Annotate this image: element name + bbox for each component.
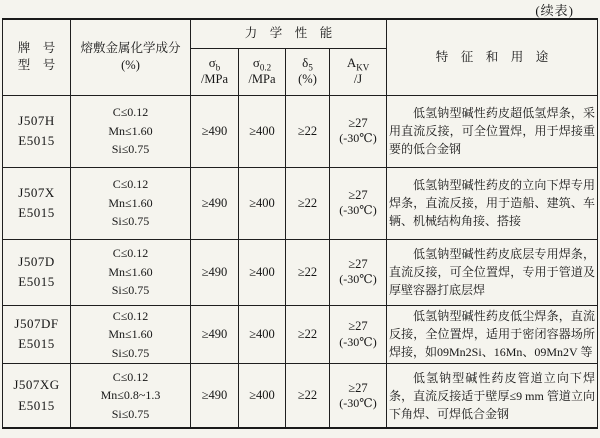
sigma-b-subscript: b	[215, 62, 221, 73]
cell-sigma-b: ≥490	[191, 95, 239, 167]
features-text: 低氢钠型碱性药皮管道立向下焊条，直流反接适于壁厚≤9 mm 管道立向下角焊、可焊低合金钢	[389, 370, 595, 421]
col-header-delta5	[286, 48, 330, 95]
chem-line: Si≤0.75	[111, 283, 150, 298]
cell-chemical-composition	[71, 95, 191, 167]
cell-sigma-b: ≥490	[191, 239, 239, 305]
col-header-sigma-b	[191, 48, 239, 95]
cell-chemical-composition	[71, 167, 191, 239]
brand-code: J507XG	[13, 377, 60, 393]
akv-value: ≥27	[348, 319, 368, 334]
cell-sigma-02: ≥400	[239, 305, 286, 364]
cell-delta5: ≥22	[286, 95, 330, 167]
cell-sigma-b: ≥490	[191, 305, 239, 364]
chem-line: Si≤0.75	[111, 406, 150, 421]
akv-value: ≥27	[348, 188, 368, 203]
akv-temperature: (-30℃)	[339, 203, 377, 218]
cell-sigma-b: ≥490	[191, 167, 239, 239]
features-text: 低氢钠型碱性药皮超低氢焊条，采用直流反接，可全位置焊，用于焊接重要的低合金钢	[389, 106, 595, 156]
chem-line: Si≤0.75	[111, 214, 150, 229]
col-header-chem-line1: 熔敷金属化学成分	[80, 41, 181, 56]
electrode-spec-table	[2, 18, 598, 429]
col-header-brand	[3, 19, 71, 95]
chem-line: C≤0.12	[112, 177, 149, 192]
col-header-features: 特 征 和 用 途	[387, 19, 598, 95]
features-text: 低氢钠型碱性药皮底层专用焊条，直流反接，可全位置焊，专用于管道及厚壁容器打底层焊	[389, 247, 595, 297]
cell-brand-model	[3, 95, 71, 167]
col-header-chem	[71, 19, 191, 95]
chem-line: Si≤0.75	[111, 345, 150, 360]
col-header-chem-line2: (%)	[121, 58, 140, 73]
chem-line: C≤0.12	[112, 369, 149, 384]
chem-line: Mn≤1.60	[108, 195, 153, 210]
akv-unit: /J	[353, 72, 363, 87]
cell-delta5: ≥22	[286, 364, 330, 428]
delta5-symbol: δ	[302, 54, 309, 70]
chem-line: Si≤0.75	[111, 142, 150, 157]
cell-features-uses	[387, 305, 598, 364]
cell-features-uses	[387, 364, 598, 428]
sigma-b-symbol: σ	[208, 54, 216, 70]
table-row	[3, 305, 598, 364]
chem-line: C≤0.12	[112, 246, 149, 261]
cell-chemical-composition	[71, 305, 191, 364]
cell-akv	[330, 364, 387, 428]
model-code: E5015	[18, 397, 55, 413]
brand-code: J507DF	[14, 316, 59, 332]
cell-chemical-composition	[71, 364, 191, 428]
chem-line: C≤0.12	[112, 308, 149, 323]
akv-value: ≥27	[348, 116, 368, 131]
cell-brand-model	[3, 239, 71, 305]
akv-symbol: A	[346, 54, 357, 70]
table-row	[3, 95, 598, 167]
akv-subscript: KV	[356, 62, 370, 73]
cell-akv	[330, 167, 387, 239]
akv-value: ≥27	[348, 380, 368, 395]
cell-akv	[330, 95, 387, 167]
features-text: 低氢钠型碱性药皮低尘焊条，直流反接，全位置焊，适用于密闭容器场所焊接，如09Mn2Si、16Mn、09Mn2V 等	[389, 309, 595, 360]
akv-value: ≥27	[348, 257, 368, 272]
chem-line: Mn≤1.60	[108, 264, 153, 279]
sigma-b-unit: /MPa	[200, 72, 229, 87]
brand-code: J507H	[18, 112, 55, 128]
sigma-02-symbol: σ	[252, 54, 260, 70]
col-header-brand-line1: 牌 号	[17, 41, 56, 56]
sigma-02-unit: /MPa	[248, 72, 276, 87]
cell-sigma-b: ≥490	[191, 364, 239, 428]
cell-brand-model	[3, 364, 71, 428]
col-header-mechanical: 力 学 性 能	[191, 19, 387, 48]
cell-delta5: ≥22	[286, 305, 330, 364]
cell-chemical-composition	[71, 239, 191, 305]
model-code: E5015	[18, 274, 55, 289]
brand-code: J507X	[18, 184, 55, 200]
table-row	[3, 364, 598, 428]
model-code: E5015	[18, 205, 55, 220]
col-header-brand-line2: 型 号	[17, 58, 56, 73]
col-header-sigma-02	[239, 48, 286, 95]
sigma-02-subscript: 0.2	[259, 62, 272, 73]
delta5-unit: (%)	[298, 72, 317, 87]
cell-sigma-02: ≥400	[239, 167, 286, 239]
akv-temperature: (-30℃)	[339, 131, 377, 146]
model-code: E5015	[18, 336, 55, 352]
model-code: E5015	[18, 133, 55, 148]
table-row	[3, 239, 598, 305]
delta5-subscript: 5	[308, 62, 313, 73]
chem-line: Mn≤0.8~1.3	[100, 388, 161, 403]
continuation-label: (续表)	[535, 3, 574, 18]
cell-delta5: ≥22	[286, 167, 330, 239]
chem-line: Mn≤1.60	[108, 123, 153, 138]
cell-features-uses	[387, 95, 598, 167]
cell-akv	[330, 239, 387, 305]
cell-akv	[330, 305, 387, 364]
features-text: 低氢钠型碱性药皮的立向下焊专用焊条，直流反接，用于造船、建筑、车辆、机械结构角接、搭接	[389, 178, 595, 228]
chem-line: Mn≤1.60	[108, 327, 153, 342]
brand-code: J507D	[18, 253, 55, 269]
akv-temperature: (-30℃)	[339, 395, 377, 410]
cell-brand-model	[3, 167, 71, 239]
cell-features-uses	[387, 167, 598, 239]
cell-delta5: ≥22	[286, 239, 330, 305]
col-header-akv	[330, 48, 387, 95]
cell-sigma-02: ≥400	[239, 95, 286, 167]
table-row	[3, 167, 598, 239]
akv-temperature: (-30℃)	[339, 272, 377, 287]
cell-sigma-02: ≥400	[239, 239, 286, 305]
akv-temperature: (-30℃)	[339, 334, 377, 349]
chem-line: C≤0.12	[112, 105, 149, 120]
cell-brand-model	[3, 305, 71, 364]
cell-sigma-02: ≥400	[239, 364, 286, 428]
cell-features-uses	[387, 239, 598, 305]
